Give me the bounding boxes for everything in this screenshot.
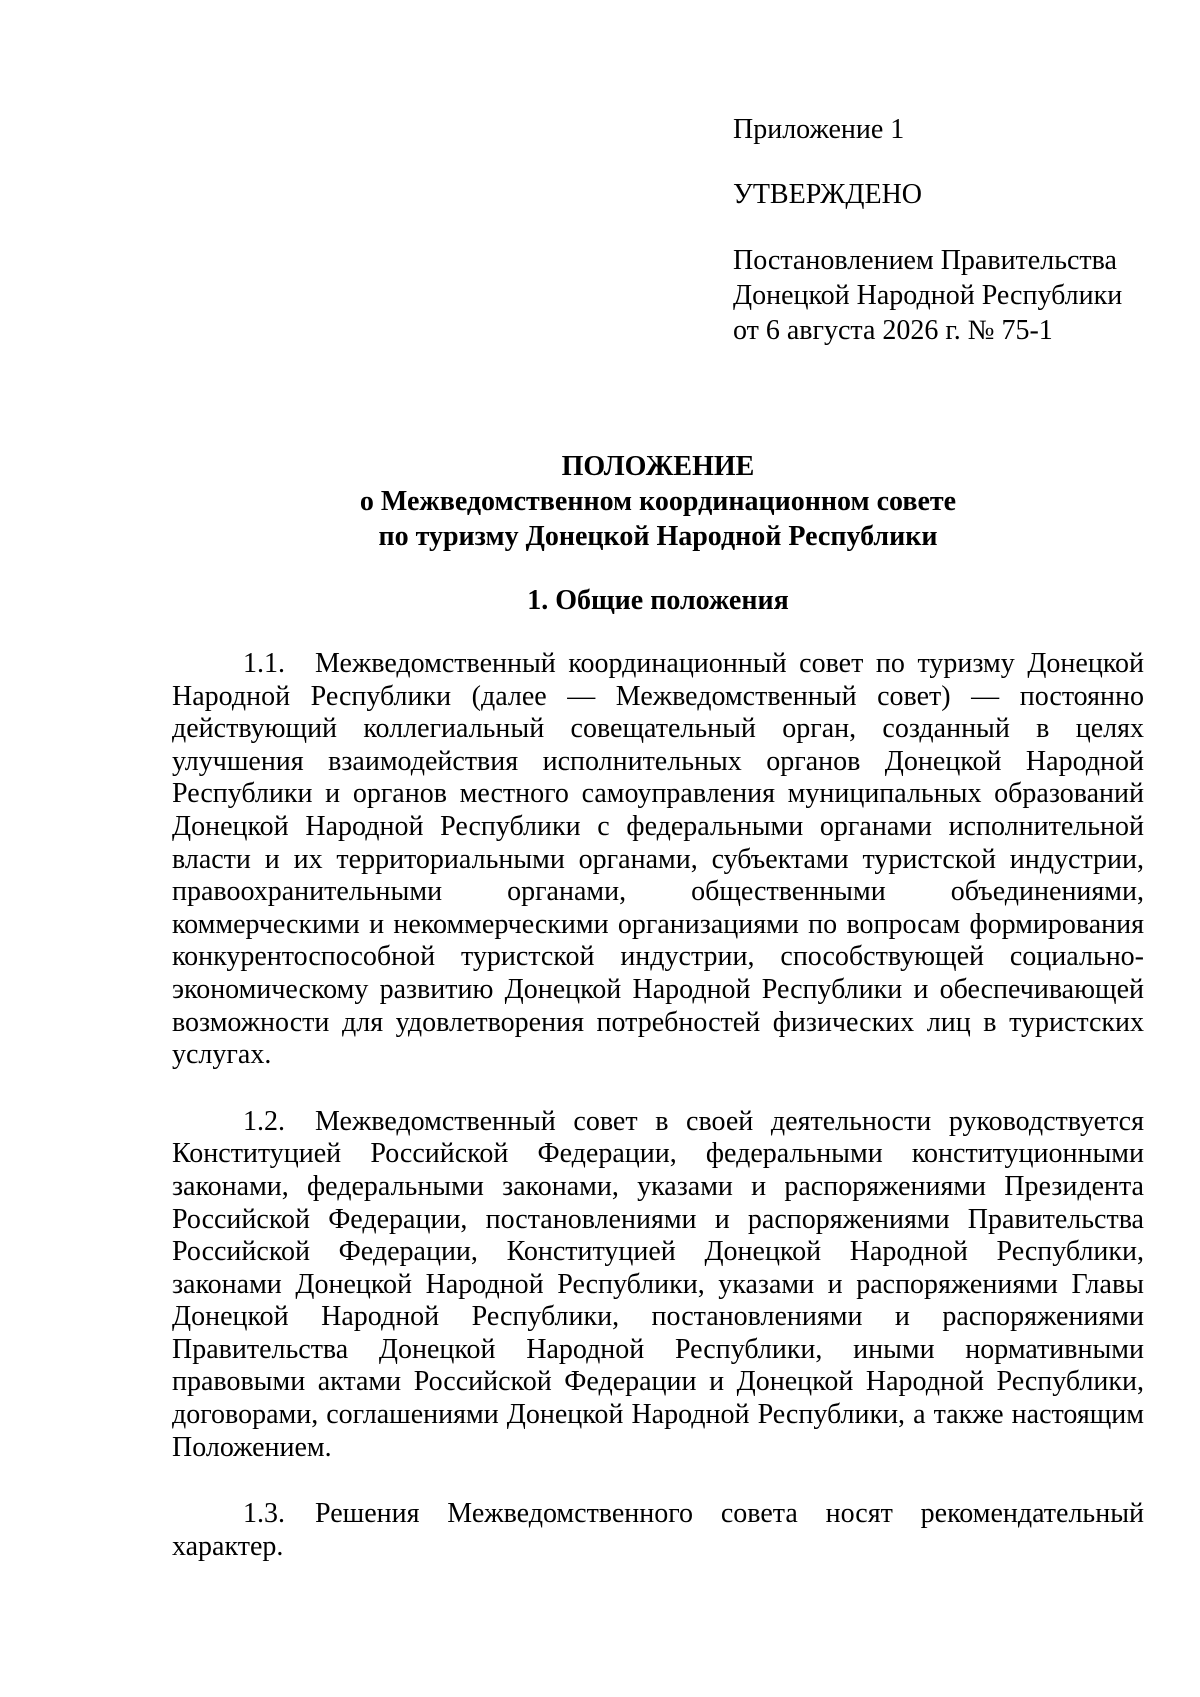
section-heading: 1. Общие положения [527, 585, 789, 616]
paragraph-number: 1.1. [243, 648, 285, 679]
paragraph-1-3 [172, 1498, 1144, 1563]
resolution-line: Донецкой Народной Республики [733, 280, 1123, 311]
paragraph-text: Решения Межведомственного совета носят рекомендательный характер. [172, 1498, 1144, 1562]
resolution-line: от 6 августа 2026 г. № 75-1 [733, 315, 1053, 346]
paragraph-number: 1.3. [243, 1498, 285, 1530]
paragraph-number: 1.2. [243, 1105, 285, 1137]
section-body [172, 648, 1144, 1563]
paragraph-text: Межведомственный совет в своей деятельности руководствуется Конституцией Российской Федерации, федеральными конституционными законами, федеральными законами, указами и распоряжениями Президента Российской Федерации, постановлениями и распоряжениями Правительства Российской Федерации, Конституцией Донецкой Народной Республики, законами Донецкой Народной Республики, указами и распоряжениями Главы Донецкой Народной Республики, постановлениями и распоряжениями Правительства Донецкой Народной Республики, иными нормативными правовыми актами Российской Федерации и Донецкой Народной Республики, договорами, соглашениями Донецкой Народной Республики, а также настоящим Положением. [172, 1105, 1144, 1463]
approved-stamp-text: УТВЕРЖДЕНО [733, 179, 923, 210]
document-title [172, 449, 1144, 554]
paragraph-1-2 [172, 1106, 1144, 1465]
resolution-reference [733, 243, 1153, 348]
resolution-line: Постановлением Правительства [733, 245, 1117, 276]
title-subtitle-line: по туризму Донецкой Народной Республики [378, 521, 938, 552]
paragraph-1-1 [172, 648, 1144, 1072]
title-main: ПОЛОЖЕНИЕ [561, 451, 755, 482]
paragraph-text: Межведомственный координационный совет по туризму Донецкой Народной Республики (далее — Межведомственный совет) — постоянно действующий коллегиальный совещательный орган, созданный в целях улучшения взаимодействия исполнительных органов Донецкой Народной Республики и органов местного самоуправления муниципальных образований Донецкой Народной Республики с федеральными органами исполнительной власти и их территориальными органами, субъектами туристской индустрии, правоохранительными органами, общественными объединениями, коммерческими и некоммерческими организациями по вопросам формирования конкурентоспособной туристской индустрии, способствующей социально-экономическому развитию Донецкой Народной Республики и обеспечивающей возможности для удовлетворения потребностей физических лиц в туристских услугах. [172, 648, 1144, 1071]
approval-block [733, 112, 1153, 348]
title-subtitle-line: о Межведомственном координационном совете [359, 486, 957, 517]
appendix-label: Приложение 1 [733, 114, 905, 145]
